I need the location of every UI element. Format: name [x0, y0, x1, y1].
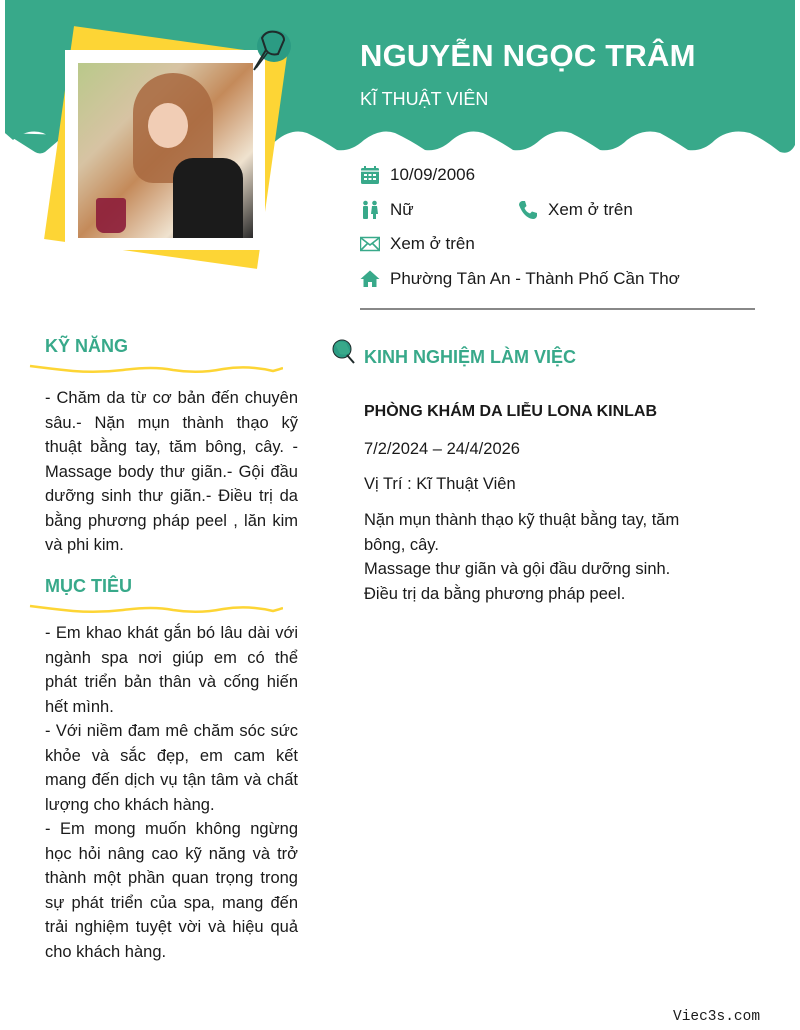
phone-icon [518, 200, 538, 220]
header-divider [360, 308, 755, 310]
calendar-icon [360, 165, 380, 185]
experience-desc-line: Điều trị da bằng phương pháp peel. [364, 584, 626, 603]
objective-paragraph: - Em khao khát gắn bó lâu dài với ngành spa nơi giúp em có thể phát triển bản thân và cống hiến hết mình. [45, 624, 298, 716]
gender-value: Nữ [390, 200, 414, 219]
birthday-row [360, 165, 475, 185]
phone-row [518, 200, 633, 220]
gender-icon [360, 200, 380, 220]
objective-text [45, 621, 298, 964]
experience-desc-line: Massage thư giãn và gội đầu dưỡng sinh. [364, 560, 671, 578]
address-value: Phường Tân An - Thành Phố Cần Thơ [390, 269, 680, 288]
experience-position: Vị Trí : Kĩ Thuật Viên [364, 475, 516, 493]
home-icon [360, 269, 380, 289]
experience-period: 7/2/2024 – 24/4/2026 [364, 440, 520, 458]
experience-company: PHÒNG KHÁM DA LIỄU LONA KINLAB [364, 403, 658, 420]
experience-desc-line: Nặn mụn thành thạo kỹ thuật bằng tay, tăm bông, cây. [364, 511, 680, 554]
gender-row [360, 200, 414, 220]
skills-title: KỸ NĂNG [45, 336, 129, 356]
skills-text: - Chăm da từ cơ bản đến chuyên sâu.- Nặn mụn thành thạo kỹ thuật bằng tay, tăm bông, cây. - Massage body thư giãn.- Gội đầu dưỡng sinh thư giãn.- Điều trị da bằng phương pháp peel , lăn kim và phi kim. [45, 389, 298, 554]
objective-underline [28, 602, 283, 614]
skills-underline [28, 362, 283, 374]
objective-paragraph: - Em mong muốn không ngừng học hỏi nâng cao kỹ năng và trở thành một phần quan trọng trong sự phát triển của spa, mang đến trải nghiệm tuyệt vời và hiệu quả cho khách hàng. [45, 820, 298, 961]
job-title: KĨ THUẬT VIÊN [360, 89, 489, 109]
email-value: Xem ở trên [390, 234, 475, 253]
pushpin-icon [248, 24, 292, 72]
pushpin-icon [330, 338, 356, 366]
birthday-value: 10/09/2006 [390, 165, 476, 184]
objective-paragraph: - Với niềm đam mê chăm sóc sức khỏe và sắc đẹp, em cam kết mang đến dịch vụ tận tâm và chất lượng cho khách hàng. [45, 722, 298, 814]
objective-title: MỤC TIÊU [45, 576, 132, 596]
experience-title: KINH NGHIỆM LÀM VIỆC [364, 347, 577, 367]
candidate-name: NGUYỄN NGỌC TRÂM [360, 38, 696, 73]
experience-description [364, 508, 709, 606]
address-row [360, 269, 680, 289]
email-row [360, 234, 475, 254]
email-icon [360, 234, 380, 254]
watermark: Viec3s.com [673, 1009, 761, 1025]
phone-value: Xem ở trên [548, 200, 633, 219]
profile-photo [78, 63, 253, 238]
